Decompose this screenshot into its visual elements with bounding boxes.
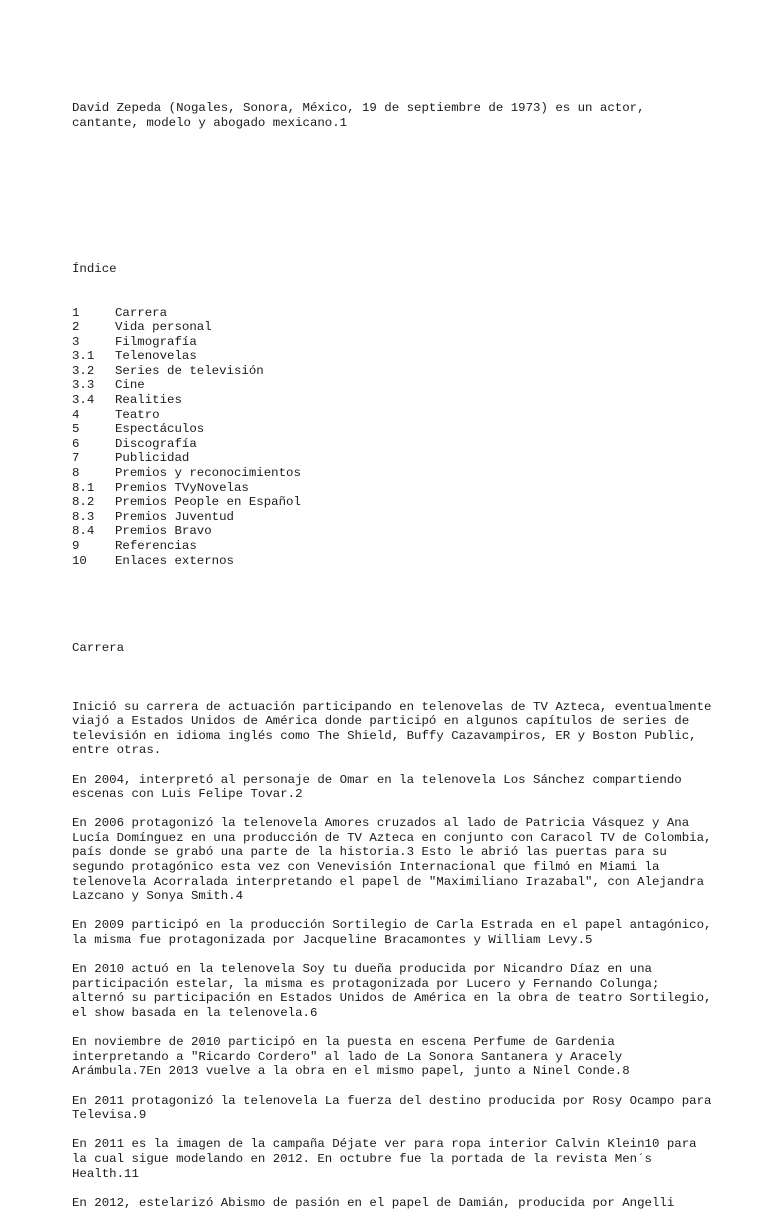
toc-item-label: Realities: [115, 393, 182, 408]
toc-item-label: Series de televisión: [115, 363, 264, 378]
spacer: [72, 1123, 712, 1138]
spacer: [72, 1079, 712, 1094]
toc-item-number: 8.4: [72, 524, 95, 539]
toc-item-number: 5: [72, 422, 80, 437]
toc-item-label: Filmografía: [115, 334, 197, 349]
toc-item-number: 10: [72, 553, 87, 568]
toc-item-number: 6: [72, 436, 80, 451]
toc-item: [72, 408, 712, 423]
toc-item: [72, 510, 712, 525]
toc-item: [72, 554, 712, 569]
toc-item: [72, 539, 712, 554]
toc-item-label: Discografía: [115, 436, 197, 451]
toc-item-label: Premios TVyNovelas: [115, 480, 249, 495]
toc-item-label: Carrera: [115, 305, 168, 320]
toc-item-label: Premios y reconocimientos: [115, 466, 301, 481]
body-paragraph: En noviembre de 2010 participó en la puesta en escena Perfume de Gardenia interpretando a "Ricardo Cordero" al lado de La Sonora Santanera y Aracely Arámbula.7En 2013 vuelve a la obra en el mismo papel, junto a Ninel Conde.8: [72, 1035, 630, 1079]
spacer: [72, 948, 712, 963]
toc-item: [72, 481, 712, 496]
toc-item: [72, 524, 712, 539]
toc-item: [72, 393, 712, 408]
toc-item: [72, 349, 712, 364]
toc-item-number: 3.1: [72, 349, 95, 364]
body-paragraph: En 2006 protagonizó la telenovela Amores cruzados al lado de Patricia Vásquez y Ana Lucía Domínguez en una producción de TV Azteca en conjunto con Caracol TV de Colombia, país donde se grabó una parte de la historia.3 Esto le abrió las puertas para su segundo protagónico esta vez con Venevisión Internacional que filmó en Miami la telenovela Acorralada interpretando el papel de "Maximiliano Irazabal", con Alejandra Lazcano y Sonya Smith.4: [72, 816, 719, 904]
toc-item: [72, 320, 712, 335]
toc-item: [72, 437, 712, 452]
toc-item: [72, 335, 712, 350]
toc-item-label: Telenovelas: [115, 349, 197, 364]
section-heading: Carrera: [72, 641, 125, 656]
document-page: [72, 72, 719, 1225]
toc-item: [72, 466, 712, 481]
toc-item-label: Premios Bravo: [115, 524, 212, 539]
toc-item-label: Premios Juventud: [115, 509, 234, 524]
toc-item-label: Vida personal: [115, 320, 212, 335]
toc-item-number: 9: [72, 539, 80, 553]
spacer: [72, 802, 712, 817]
toc-item-number: 8.1: [72, 480, 95, 495]
toc-item-number: 2: [72, 320, 80, 335]
toc-item-number: 3: [72, 334, 80, 349]
toc-item-number: 3.3: [72, 378, 95, 393]
body-paragraph: En 2012, estelarizó Abismo de pasión en el papel de Damián, producida por Angelli: [72, 1195, 675, 1210]
body-paragraph: En 2009 participó en la producción Sortilegio de Carla Estrada en el papel antagónico, la misma fue protagonizada por Jacqueline Bracamontes y William Levy.5: [72, 918, 719, 948]
toc-item-number: 8: [72, 466, 80, 481]
spacer: [72, 904, 712, 919]
toc-item-label: Referencias: [115, 539, 197, 553]
body-paragraph: En 2010 actuó en la telenovela Soy tu dueña producida por Nicandro Díaz en una participación estelar, la misma es protagonizada por Lucero y Fernando Colunga; alternó su participación en Estados Unidos de América en la obra de teatro Sortilegio, el show basada en la telenovela.6: [72, 962, 719, 1020]
toc-item-number: 4: [72, 407, 80, 422]
toc-item: [72, 364, 712, 379]
toc-item-label: Premios People en Español: [115, 495, 301, 510]
table-of-contents: [72, 233, 712, 598]
toc-title: Índice: [72, 261, 117, 276]
toc-item: [72, 422, 712, 437]
body-paragraph: Inició su carrera de actuación participando en telenovelas de TV Azteca, eventualmente viajó a Estados Unidos de América donde participó en algunos capítulos de series de televisión en idioma inglés como The Shield, Buffy Cazavampiros, ER y Boston Public, entre otras.: [72, 699, 719, 758]
toc-item-number: 7: [72, 451, 80, 466]
toc-item: [72, 306, 712, 321]
toc-item: [72, 451, 712, 466]
spacer: [72, 1021, 712, 1036]
toc-item-number: 8.2: [72, 495, 95, 510]
spacer: [72, 160, 712, 189]
intro-paragraph: David Zepeda (Nogales, Sonora, México, 19 de septiembre de 1973) es un actor, cantante, modelo y abogado mexicano.1: [72, 101, 652, 130]
toc-item-label: Cine: [115, 378, 145, 393]
toc-item: [72, 378, 712, 393]
spacer: [72, 758, 712, 773]
toc-item-label: Enlaces externos: [115, 553, 234, 568]
toc-item-number: 8.3: [72, 509, 95, 524]
toc-item-label: Publicidad: [115, 451, 190, 466]
toc-item: [72, 495, 712, 510]
body-paragraphs: [72, 699, 719, 1211]
toc-item-number: 1: [72, 305, 80, 320]
body-paragraph: En 2011 protagonizó la telenovela La fuerza del destino producida por Rosy Ocampo para Televisa.9: [72, 1093, 719, 1123]
toc-item-label: Teatro: [115, 407, 160, 422]
body-paragraph: En 2011 es la imagen de la campaña Déjate ver para ropa interior Calvin Klein10 para la cual sigue modelando en 2012. En octubre fue la portada de la revista Men´s Health.11: [72, 1137, 705, 1181]
toc-item-label: Espectáculos: [115, 422, 205, 437]
spacer: [72, 1181, 712, 1196]
toc-list: [72, 306, 712, 569]
toc-item-number: 3.2: [72, 363, 95, 378]
body-paragraph: En 2004, interpretó al personaje de Omar en la telenovela Los Sánchez compartiendo escenas con Luis Felipe Tovar.2: [72, 772, 690, 802]
toc-item-number: 3.4: [72, 393, 95, 408]
